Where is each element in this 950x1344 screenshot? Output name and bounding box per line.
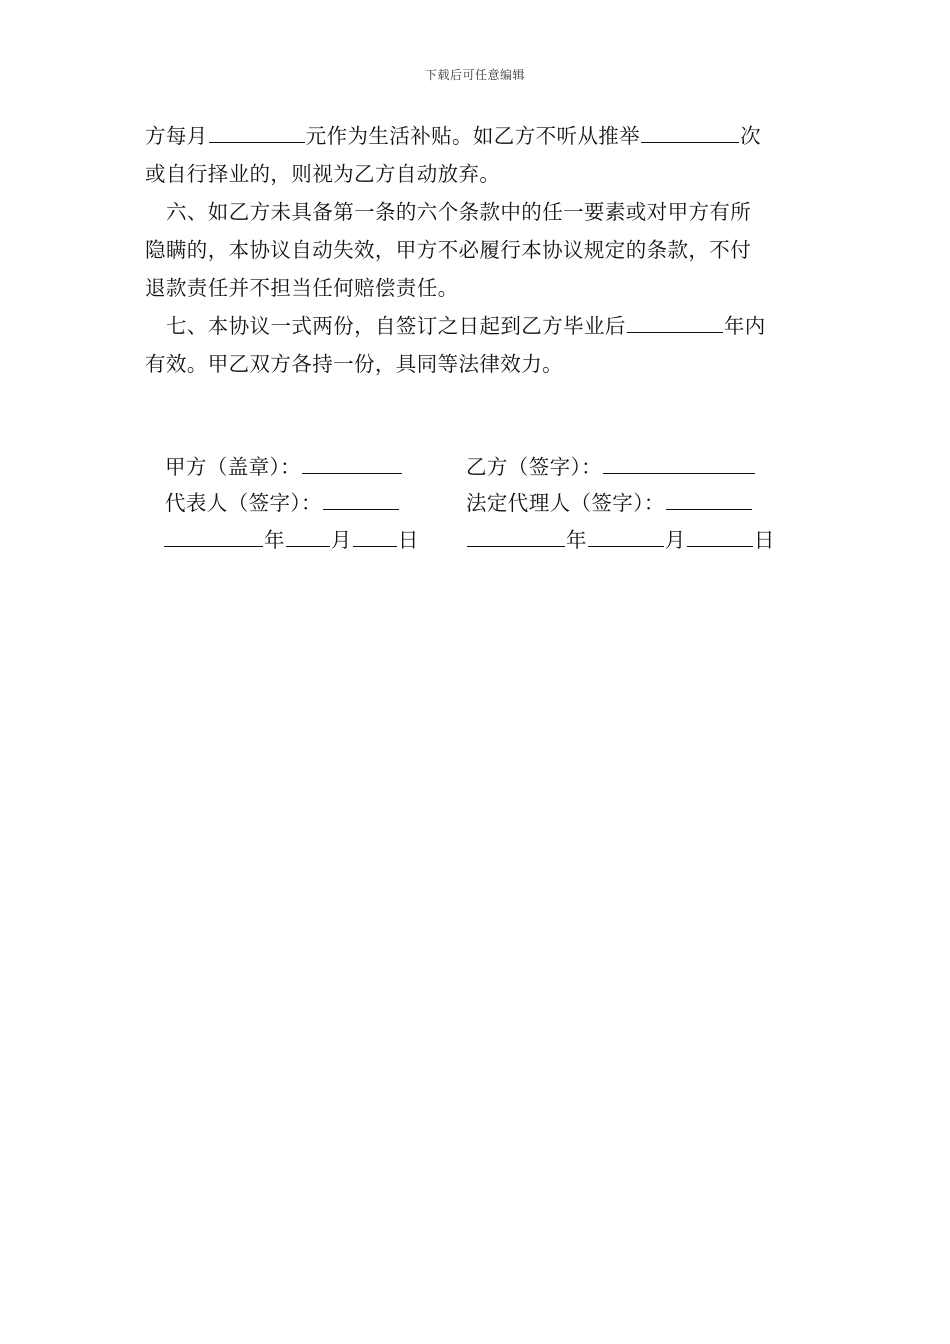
party-b-sign-field[interactable] — [603, 449, 755, 474]
text-segment: 七、本协议一式两份，自签订之日起到乙方毕业后 — [166, 314, 626, 338]
party-a-year-field[interactable] — [164, 522, 263, 547]
year-label: 年 — [566, 528, 587, 552]
party-b-label: 乙方（签字）： — [466, 455, 603, 479]
party-a-signature — [165, 449, 403, 485]
blank-valid-years[interactable] — [627, 308, 723, 333]
guardian-sign-field[interactable] — [666, 485, 752, 510]
paragraph-6-line-1: 六、如乙方未具备第一条的六个条款中的任一要素或对甲方有所 — [166, 200, 752, 224]
party-a-seal-field[interactable] — [302, 449, 402, 474]
paragraph-5-line-2: 或自行择业的，则视为乙方自动放弃。 — [145, 162, 501, 186]
party-a-label: 甲方（盖章）： — [165, 455, 302, 479]
representative-sign-field[interactable] — [323, 485, 399, 510]
year-label: 年 — [264, 528, 285, 552]
blank-monthly-amount[interactable] — [209, 118, 305, 143]
day-label: 日 — [397, 528, 419, 552]
header-note: 下载后可任意编辑 — [424, 68, 525, 82]
paragraph-5-line-1 — [145, 117, 807, 155]
party-a-month-field[interactable] — [286, 522, 330, 547]
party-b-year-field[interactable] — [467, 522, 565, 547]
guardian-signature — [466, 485, 753, 521]
text-segment: 方每月 — [145, 124, 208, 148]
text-segment: 次 — [740, 124, 762, 148]
month-label: 月 — [664, 528, 686, 552]
paragraph-6-line-2: 隐瞒的，本协议自动失效，甲方不必履行本协议规定的条款，不付 — [145, 238, 752, 262]
party-a-date — [163, 522, 419, 558]
party-a-day-field[interactable] — [353, 522, 397, 547]
day-label: 日 — [753, 528, 775, 552]
party-b-signature — [466, 449, 756, 485]
representative-label: 代表人（签字）： — [165, 491, 322, 515]
guardian-label: 法定代理人（签字）： — [466, 491, 665, 515]
month-label: 月 — [330, 528, 352, 552]
agreement-body — [145, 117, 807, 383]
blank-recommend-count[interactable] — [641, 118, 739, 143]
party-b-month-field[interactable] — [588, 522, 664, 547]
text-segment: 年内 — [723, 314, 766, 338]
party-b-day-field[interactable] — [687, 522, 753, 547]
paragraph-7-line-2: 有效。甲乙双方各持一份，具同等法律效力。 — [145, 352, 563, 376]
party-b-date — [466, 522, 775, 558]
representative-signature — [165, 485, 400, 521]
paragraph-7-line-1 — [145, 307, 807, 345]
paragraph-6-line-3: 退款责任并不担当任何赔偿责任。 — [145, 276, 459, 300]
text-segment: 元作为生活补贴。如乙方不听从推举 — [305, 124, 641, 148]
